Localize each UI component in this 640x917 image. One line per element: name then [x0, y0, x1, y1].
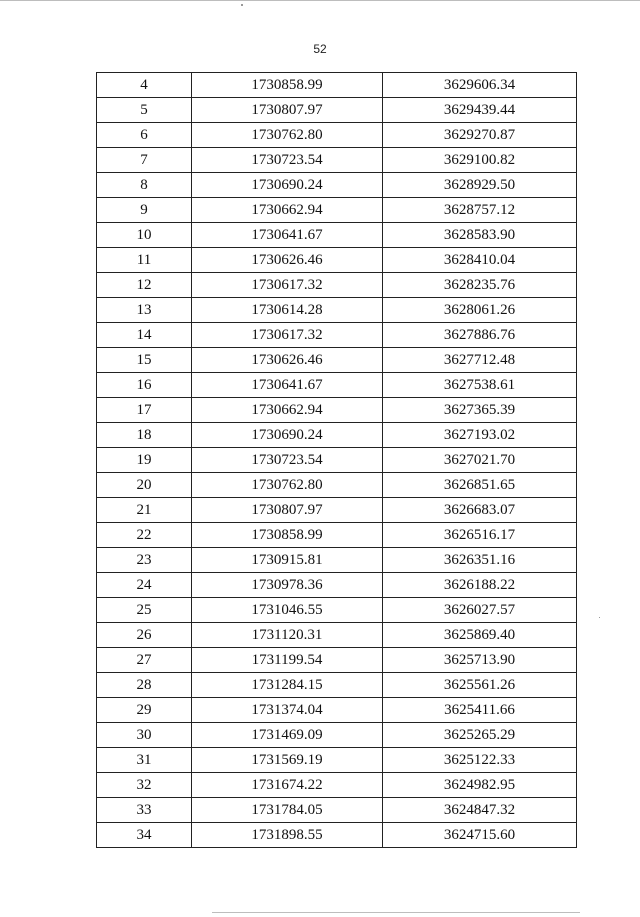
x-coordinate-cell: 1731898.55 — [192, 823, 383, 848]
point-number-cell: 22 — [97, 523, 192, 548]
table-row — [97, 698, 577, 723]
point-number-cell: 5 — [97, 98, 192, 123]
table-row — [97, 748, 577, 773]
table-row — [97, 498, 577, 523]
y-coordinate-cell: 3628061.26 — [383, 298, 577, 323]
x-coordinate-cell: 1730617.32 — [192, 273, 383, 298]
x-coordinate-cell: 1730626.46 — [192, 248, 383, 273]
table-row — [97, 273, 577, 298]
x-coordinate-cell: 1731199.54 — [192, 648, 383, 673]
x-coordinate-cell: 1730641.67 — [192, 223, 383, 248]
table-row — [97, 98, 577, 123]
table-row — [97, 348, 577, 373]
x-coordinate-cell: 1731046.55 — [192, 598, 383, 623]
table-row — [97, 223, 577, 248]
point-number-cell: 21 — [97, 498, 192, 523]
table-row — [97, 598, 577, 623]
point-number-cell: 25 — [97, 598, 192, 623]
point-number-cell: 10 — [97, 223, 192, 248]
point-number-cell: 14 — [97, 323, 192, 348]
point-number-cell: 34 — [97, 823, 192, 848]
x-coordinate-cell: 1730858.99 — [192, 73, 383, 98]
table-row — [97, 398, 577, 423]
point-number-cell: 4 — [97, 73, 192, 98]
x-coordinate-cell: 1731784.05 — [192, 798, 383, 823]
y-coordinate-cell: 3624982.95 — [383, 773, 577, 798]
x-coordinate-cell: 1731374.04 — [192, 698, 383, 723]
table-row — [97, 773, 577, 798]
point-number-cell: 23 — [97, 548, 192, 573]
x-coordinate-cell: 1730662.94 — [192, 398, 383, 423]
point-number-cell: 12 — [97, 273, 192, 298]
y-coordinate-cell: 3625122.33 — [383, 748, 577, 773]
y-coordinate-cell: 3626188.22 — [383, 573, 577, 598]
table-row — [97, 723, 577, 748]
point-number-cell: 7 — [97, 148, 192, 173]
point-number-cell: 26 — [97, 623, 192, 648]
y-coordinate-cell: 3625713.90 — [383, 648, 577, 673]
y-coordinate-cell: 3628583.90 — [383, 223, 577, 248]
y-coordinate-cell: 3625869.40 — [383, 623, 577, 648]
y-coordinate-cell: 3626351.16 — [383, 548, 577, 573]
x-coordinate-cell: 1731569.19 — [192, 748, 383, 773]
y-coordinate-cell: 3628235.76 — [383, 273, 577, 298]
y-coordinate-cell: 3627886.76 — [383, 323, 577, 348]
point-number-cell: 33 — [97, 798, 192, 823]
x-coordinate-cell: 1731469.09 — [192, 723, 383, 748]
point-number-cell: 13 — [97, 298, 192, 323]
table-row — [97, 148, 577, 173]
x-coordinate-cell: 1731284.15 — [192, 673, 383, 698]
table-row — [97, 473, 577, 498]
y-coordinate-cell: 3629100.82 — [383, 148, 577, 173]
x-coordinate-cell: 1730762.80 — [192, 123, 383, 148]
table-row — [97, 323, 577, 348]
page-number: 52 — [313, 42, 327, 56]
table-row — [97, 198, 577, 223]
table-row — [97, 573, 577, 598]
point-number-cell: 6 — [97, 123, 192, 148]
coordinates-table-body — [97, 73, 577, 848]
x-coordinate-cell: 1731120.31 — [192, 623, 383, 648]
x-coordinate-cell: 1730690.24 — [192, 423, 383, 448]
point-number-cell: 8 — [97, 173, 192, 198]
x-coordinate-cell: 1730641.67 — [192, 373, 383, 398]
point-number-cell: 16 — [97, 373, 192, 398]
table-row — [97, 248, 577, 273]
point-number-cell: 15 — [97, 348, 192, 373]
table-row — [97, 298, 577, 323]
table-row — [97, 623, 577, 648]
y-coordinate-cell: 3627365.39 — [383, 398, 577, 423]
point-number-cell: 18 — [97, 423, 192, 448]
x-coordinate-cell: 1730614.28 — [192, 298, 383, 323]
x-coordinate-cell: 1730723.54 — [192, 148, 383, 173]
table-row — [97, 673, 577, 698]
y-coordinate-cell: 3624847.32 — [383, 798, 577, 823]
point-number-cell: 30 — [97, 723, 192, 748]
y-coordinate-cell: 3628757.12 — [383, 198, 577, 223]
x-coordinate-cell: 1730807.97 — [192, 98, 383, 123]
table-row — [97, 73, 577, 98]
y-coordinate-cell: 3627193.02 — [383, 423, 577, 448]
y-coordinate-cell: 3629439.44 — [383, 98, 577, 123]
x-coordinate-cell: 1730662.94 — [192, 198, 383, 223]
table-row — [97, 648, 577, 673]
y-coordinate-cell: 3628929.50 — [383, 173, 577, 198]
y-coordinate-cell: 3629270.87 — [383, 123, 577, 148]
x-coordinate-cell: 1730690.24 — [192, 173, 383, 198]
point-number-cell: 9 — [97, 198, 192, 223]
point-number-cell: 29 — [97, 698, 192, 723]
x-coordinate-cell: 1730807.97 — [192, 498, 383, 523]
y-coordinate-cell: 3626516.17 — [383, 523, 577, 548]
coordinates-table — [96, 72, 577, 848]
x-coordinate-cell: 1730723.54 — [192, 448, 383, 473]
x-coordinate-cell: 1730762.80 — [192, 473, 383, 498]
x-coordinate-cell: 1730858.99 — [192, 523, 383, 548]
point-number-cell: 32 — [97, 773, 192, 798]
table-row — [97, 798, 577, 823]
table-row — [97, 123, 577, 148]
y-coordinate-cell: 3629606.34 — [383, 73, 577, 98]
table-row — [97, 448, 577, 473]
x-coordinate-cell: 1730617.32 — [192, 323, 383, 348]
x-coordinate-cell: 1731674.22 — [192, 773, 383, 798]
table-row — [97, 373, 577, 398]
y-coordinate-cell: 3626683.07 — [383, 498, 577, 523]
x-coordinate-cell: 1730978.36 — [192, 573, 383, 598]
point-number-cell: 27 — [97, 648, 192, 673]
y-coordinate-cell: 3626851.65 — [383, 473, 577, 498]
point-number-cell: 24 — [97, 573, 192, 598]
point-number-cell: 17 — [97, 398, 192, 423]
point-number-cell: 19 — [97, 448, 192, 473]
bottom-scan-edge — [212, 912, 580, 913]
y-coordinate-cell: 3626027.57 — [383, 598, 577, 623]
table-row — [97, 423, 577, 448]
y-coordinate-cell: 3627021.70 — [383, 448, 577, 473]
scan-mark — [241, 4, 243, 6]
table-row — [97, 173, 577, 198]
x-coordinate-cell: 1730915.81 — [192, 548, 383, 573]
point-number-cell: 31 — [97, 748, 192, 773]
y-coordinate-cell: 3627712.48 — [383, 348, 577, 373]
y-coordinate-cell: 3625411.66 — [383, 698, 577, 723]
table-row — [97, 523, 577, 548]
x-coordinate-cell: 1730626.46 — [192, 348, 383, 373]
point-number-cell: 11 — [97, 248, 192, 273]
scan-speck — [599, 617, 600, 618]
top-scan-edge — [0, 0, 640, 1]
y-coordinate-cell: 3625561.26 — [383, 673, 577, 698]
table-row — [97, 823, 577, 848]
point-number-cell: 28 — [97, 673, 192, 698]
y-coordinate-cell: 3627538.61 — [383, 373, 577, 398]
point-number-cell: 20 — [97, 473, 192, 498]
table-row — [97, 548, 577, 573]
y-coordinate-cell: 3625265.29 — [383, 723, 577, 748]
y-coordinate-cell: 3628410.04 — [383, 248, 577, 273]
y-coordinate-cell: 3624715.60 — [383, 823, 577, 848]
